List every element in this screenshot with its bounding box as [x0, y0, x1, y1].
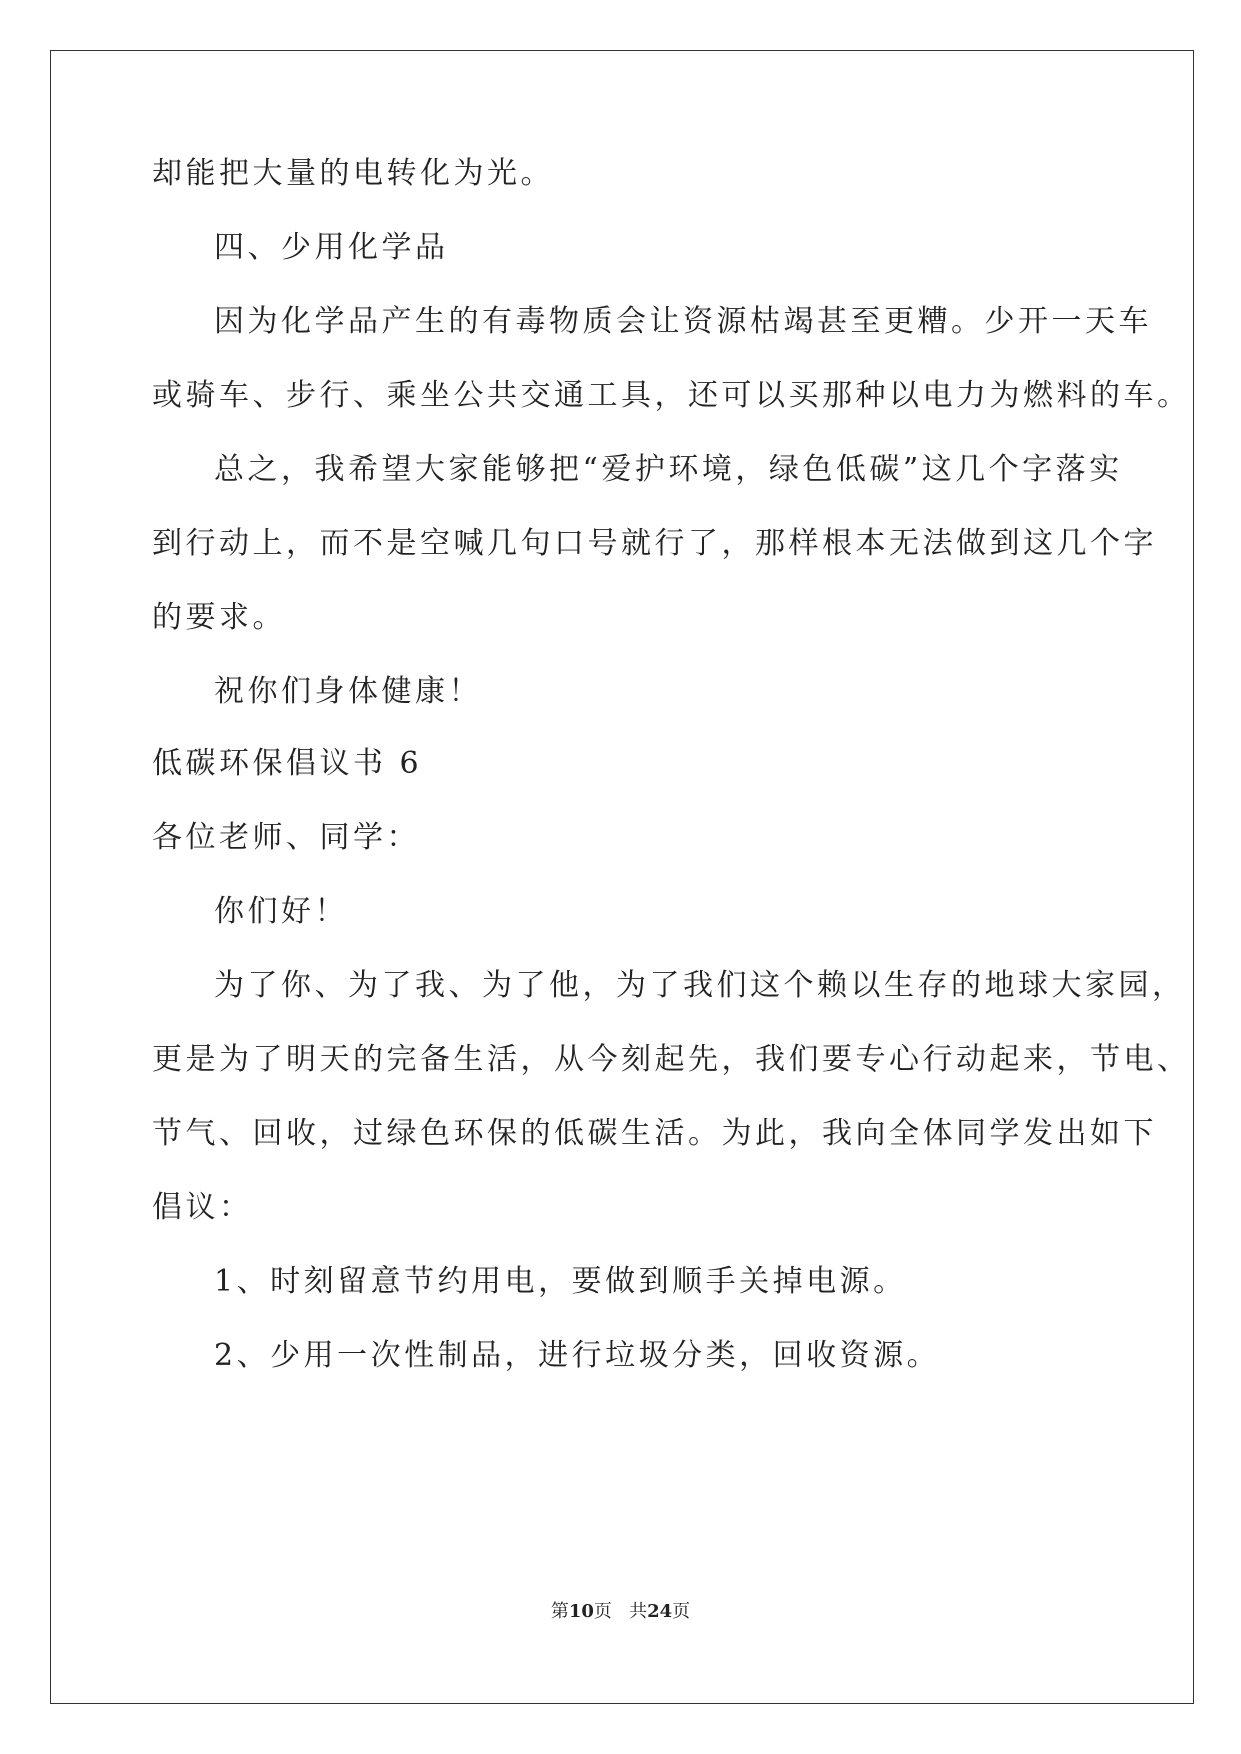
paragraph-line: 或骑车、步行、乘坐公共交通工具，还可以买那种以电力为燃料的车。: [152, 378, 1191, 413]
page-number: 10: [568, 1601, 594, 1622]
paragraph-line: 节气、回收，过绿色环保的低碳生活。为此，我向全体同学发出如下: [152, 1116, 1157, 1151]
page-footer: [0, 1600, 1241, 1624]
paragraph-line: 的要求。: [152, 600, 286, 635]
paragraph-line: 因为化学品产生的有毒物质会让资源枯竭甚至更糟。少开一天车: [214, 304, 1152, 339]
greeting: 你们好！: [214, 894, 348, 929]
total-pages: 24: [647, 1601, 673, 1622]
paragraph-line: 更是为了明天的完备生活，从今刻起先，我们要专心行动起来，节电、: [152, 1042, 1191, 1077]
footer-total-suffix: 页: [672, 1601, 691, 1622]
footer-prefix: 第: [550, 1601, 569, 1622]
document-title: 低碳环保倡议书 6: [152, 746, 423, 781]
list-item: 2、少用一次性制品，进行垃圾分类，回收资源。: [214, 1338, 941, 1373]
paragraph-line: 到行动上，而不是空喊几句口号就行了，那样根本无法做到这几个字: [152, 526, 1157, 561]
paragraph-line: 倡议：: [152, 1190, 253, 1225]
paragraph-line: 总之，我希望大家能够把“爱护环境，绿色低碳”这几个字落实: [214, 452, 1123, 487]
body-text-line: 却能把大量的电转化为光。: [152, 156, 554, 191]
page-border: [50, 50, 1194, 1704]
paragraph-line: 为了你、为了我、为了他，为了我们这个赖以生存的地球大家园，: [214, 968, 1186, 1003]
list-item: 1、时刻留意节约用电，要做到顺手关掉电源。: [214, 1264, 907, 1299]
salutation: 各位老师、同学：: [152, 820, 420, 855]
footer-page-suffix: 页: [593, 1601, 612, 1622]
footer-total-prefix: 共: [629, 1601, 648, 1622]
section-heading: 四、少用化学品: [214, 230, 449, 265]
closing-line: 祝你们身体健康！: [214, 674, 482, 709]
